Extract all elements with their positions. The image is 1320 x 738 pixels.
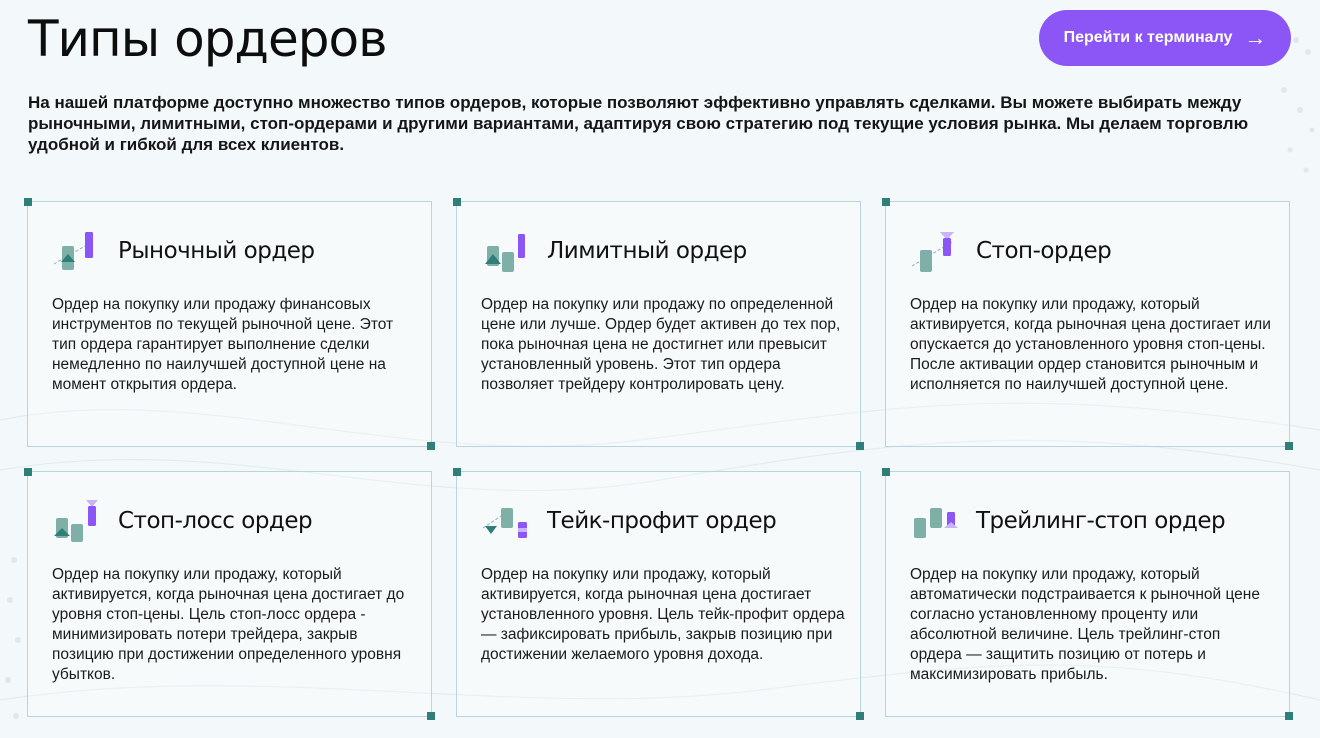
arrow-right-icon: → [1244, 25, 1267, 50]
card-title: Стоп-ордер [976, 238, 1112, 264]
stop-order-candles-icon [910, 228, 964, 274]
trailing-stop-candles-icon [910, 498, 964, 544]
order-type-card-limit [456, 201, 861, 447]
card-corner-marker [856, 712, 864, 720]
card-corner-marker [453, 468, 461, 476]
card-description: Ордер на покупку или продажу финансовых инструментов по текущей рыночной цене. Этот тип ордера гарантирует выполнение сделки немедленно по наилучшей доступной цене на момент открытия ордера. [52, 296, 394, 393]
card-corner-marker [24, 468, 32, 476]
card-description: Ордер на покупку или продажу, который активируется, когда рыночная цена достигает установленного уровня. Цель тейк-профит ордера — зафиксировать прибыль, закрыв позицию при достижении желаемого уровня дохода. [481, 566, 845, 663]
card-description: Ордер на покупку или продажу, который активируется, когда рыночная цена достигает до уровня стоп-цены. Цель стоп-лосс ордера - минимизировать потери трейдера, закрыв позицию при достижении определенного уровня убытков. [52, 566, 405, 683]
card-corner-marker [856, 442, 864, 450]
card-title: Лимитный ордер [547, 238, 747, 264]
card-description: Ордер на покупку или продажу по определенной цене или лучше. Ордер будет активен до тех пор, пока рыночная цена не достигнет или превысит установленный уровень. Этот тип ордера позволяет трейдеру контролировать цену. [481, 296, 841, 393]
page-title: Типы ордеров [28, 10, 387, 68]
card-description: Ордер на покупку или продажу, который автоматически подстраивается к рыночной цене согласно установленному проценту или абсолютной величине. Цель трейлинг-стоп ордера — защитить позицию от потерь и максимизировать прибыль. [910, 566, 1260, 683]
go-to-terminal-label: Перейти к терминалу [1063, 29, 1233, 46]
stop-loss-candles-icon [52, 498, 106, 544]
card-title: Рыночный ордер [118, 238, 315, 264]
order-type-card-market [27, 201, 432, 447]
intro-text: На нашей платформе доступно множество типов ордеров, которые позволяют эффективно управлять сделками. Вы можете выбирать между рыночными, лимитными, стоп-ордерами и другими вариантами, адаптируя свою стратегию под текущие условия рынка. Мы делаем торговлю удобной и гибкой для всех клиентов. [28, 93, 1249, 154]
card-title: Стоп-лосс ордер [118, 508, 313, 534]
card-corner-marker [24, 198, 32, 206]
card-corner-marker [427, 442, 435, 450]
card-corner-marker [427, 712, 435, 720]
card-title: Трейлинг-стоп ордер [976, 508, 1226, 534]
card-corner-marker [1285, 712, 1293, 720]
card-description: Ордер на покупку или продажу, который активируется, когда рыночная цена достигает или опускается до установленного уровня стоп-цены. После активации ордер становится рыночным и исполняется по наилучшей доступной цене. [910, 296, 1271, 393]
order-type-card-stop-loss [27, 471, 432, 717]
order-type-card-take-profit [456, 471, 861, 717]
go-to-terminal-button[interactable] [1039, 10, 1291, 66]
card-corner-marker [1285, 442, 1293, 450]
market-order-candles-icon [52, 228, 106, 274]
card-corner-marker [453, 198, 461, 206]
take-profit-candles-icon [481, 498, 535, 544]
order-type-card-trailing-stop [885, 471, 1290, 717]
card-corner-marker [882, 468, 890, 476]
card-title: Тейк-профит ордер [547, 508, 777, 534]
card-corner-marker [882, 198, 890, 206]
order-type-card-stop [885, 201, 1290, 447]
limit-order-candles-icon [481, 228, 535, 274]
